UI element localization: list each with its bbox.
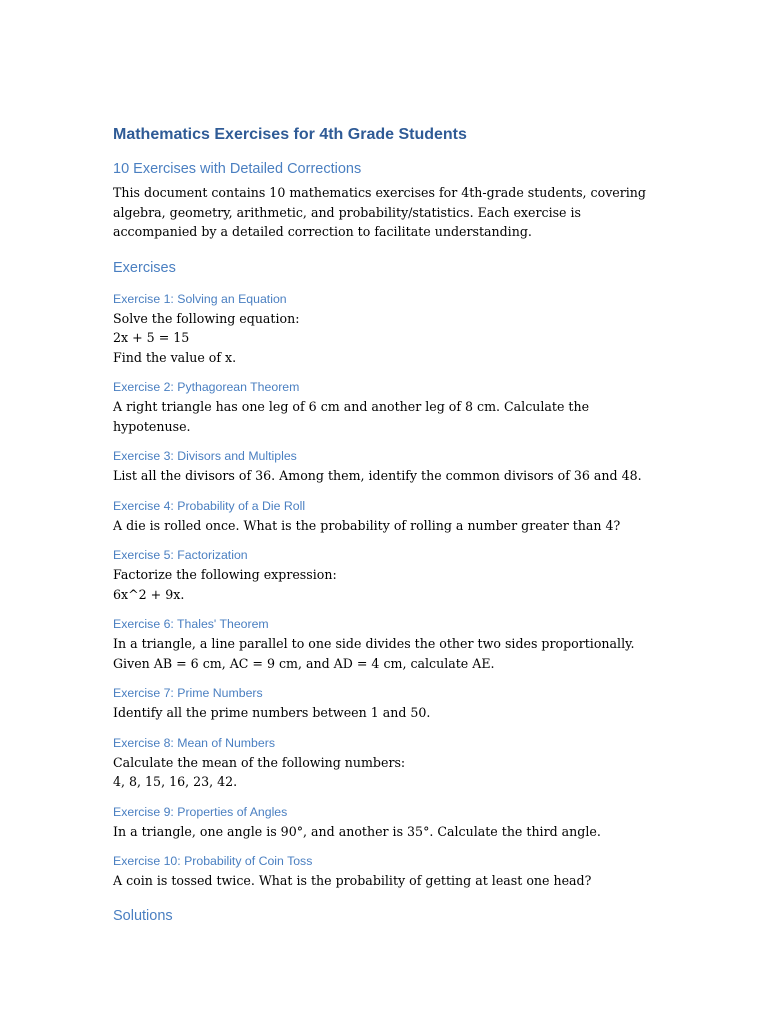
- exercise-text: Solve the following equation:: [113, 310, 300, 326]
- exercise-5: [113, 546, 658, 604]
- exercise-text: A die is rolled once. What is the probability of rolling a number greater than 4?: [113, 517, 621, 533]
- document-subtitle: 10 Exercises with Detailed Corrections: [113, 161, 362, 177]
- exercise-8: [113, 734, 658, 792]
- intro-paragraph: This document contains 10 mathematics exercises for 4th-grade students, covering algebra, geometry, arithmetic, and probability/statistics. Each exercise is accompanied by a detailed correction to facilitate understanding.: [113, 185, 646, 239]
- exercise-title: Exercise 4: Probability of a Die Roll: [113, 498, 306, 513]
- exercise-2: [113, 378, 658, 436]
- exercise-1: [113, 290, 658, 368]
- exercise-text: 4, 8, 15, 16, 23, 42.: [113, 774, 238, 789]
- exercise-title: Exercise 5: Factorization: [113, 548, 248, 562]
- exercise-title: Exercise 6: Thales' Theorem: [113, 617, 269, 631]
- exercise-title: Exercise 8: Mean of Numbers: [113, 735, 275, 750]
- exercise-text: Factorize the following expression:: [113, 567, 337, 582]
- exercise-7: [113, 684, 658, 723]
- document-page: [113, 124, 658, 938]
- exercise-4: [113, 497, 658, 536]
- exercise-text: 6x^2 + 9x.: [113, 586, 185, 602]
- exercise-text: Find the value of x.: [113, 349, 237, 365]
- exercise-3: [113, 447, 658, 486]
- exercise-title: Exercise 3: Divisors and Multiples: [113, 449, 297, 463]
- exercise-6: [113, 615, 658, 673]
- exercise-title: Exercise 7: Prime Numbers: [113, 686, 263, 700]
- exercise-10: [113, 852, 658, 891]
- exercise-title: Exercise 1: Solving an Equation: [113, 291, 287, 306]
- exercise-text: A coin is tossed twice. What is the probability of getting at least one head?: [113, 873, 592, 888]
- document-title: Mathematics Exercises for 4th Grade Students: [113, 126, 467, 143]
- exercise-text: A right triangle has one leg of 6 cm and another leg of 8 cm. Calculate the hypotenuse.: [113, 399, 590, 434]
- solutions-heading: Solutions: [113, 907, 173, 924]
- exercises-heading: Exercises: [113, 259, 176, 276]
- exercise-9: [113, 803, 658, 842]
- exercise-text: In a triangle, one angle is 90°, and another is 35°. Calculate the third angle.: [113, 823, 601, 839]
- exercise-text: Calculate the mean of the following numbers:: [113, 754, 406, 770]
- exercise-text: In a triangle, a line parallel to one side divides the other two sides proportionally. Given AB = 6 cm, AC = 9 cm, and AD = 4 cm, calculate AE.: [113, 636, 635, 671]
- exercise-text: 2x + 5 = 15: [113, 330, 190, 345]
- exercise-title: Exercise 9: Properties of Angles: [113, 804, 288, 819]
- exercise-list: [113, 290, 658, 891]
- exercise-title: Exercise 10: Probability of Coin Toss: [113, 854, 313, 868]
- exercise-text: List all the divisors of 36. Among them, identify the common divisors of 36 and 48.: [113, 468, 642, 483]
- exercise-title: Exercise 2: Pythagorean Theorem: [113, 380, 300, 394]
- exercise-text: Identify all the prime numbers between 1 and 50.: [113, 705, 431, 720]
